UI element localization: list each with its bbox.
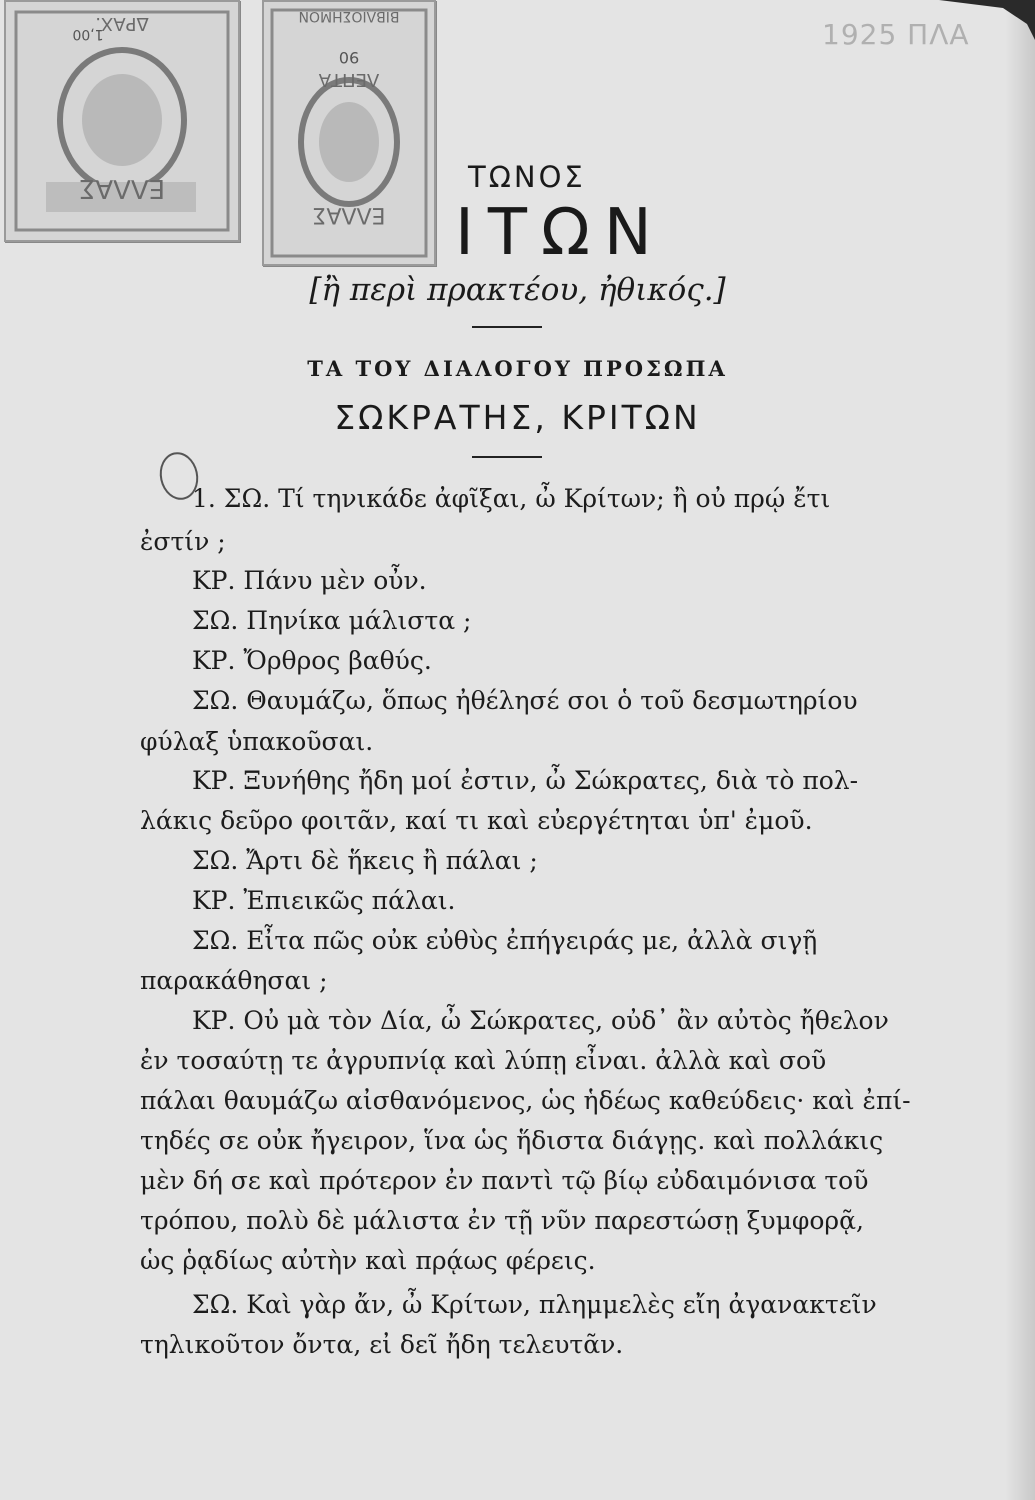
persons-list: ΣΩΚΡΑΤΗΣ, ΚΡΙΤΩΝ <box>334 398 701 437</box>
stamp-1-country: ΕΛΛΑΣ <box>78 173 166 203</box>
text-line: 1. ΣΩ. Τί τηνικάδε ἀφῖξαι, ὦ Κρίτων; ἢ οὐ πρῴ ἔτι <box>192 484 831 513</box>
text-line: παρακάθησαι ; <box>140 966 328 995</box>
page-edge-shadow <box>1005 0 1035 1500</box>
text-line: ΣΩ. Καὶ γὰρ ἄν, ὦ Κρίτων, πλημμελὲς εἴη ἀγανακτεῖν <box>192 1290 877 1319</box>
text-line: ΣΩ. Εἶτα πῶς οὐκ εὐθὺς ἐπήγειράς με, ἀλλὰ σιγῇ <box>192 926 818 955</box>
stamp-2-value: 90 <box>338 48 360 67</box>
pencil-catalog-note: 1925 ΠΛΑ <box>822 18 970 51</box>
revenue-stamp-1 <box>4 0 240 242</box>
text-line: ἐστίν ; <box>140 527 226 556</box>
work-title: ΙΤΩΝ <box>455 196 666 270</box>
text-line: ἐν τοσαύτῃ τε ἀγρυπνίᾳ καὶ λύπῃ εἶναι. ἀλλὰ καὶ σοῦ <box>140 1046 827 1075</box>
text-line: πάλαι θαυμάζω αἰσθανόμενος, ὡς ἡδέως καθεύδεις· καὶ ἐπί- <box>140 1086 911 1115</box>
text-line: ΣΩ. Θαυμάζω, ὅπως ἠθέλησέ σοι ὁ τοῦ δεσμωτηρίου <box>192 686 858 715</box>
text-line: τηλικοῦτον ὄντα, εἰ δεῖ ἤδη τελευτᾶν. <box>140 1330 624 1359</box>
work-subtitle: [ἢ περὶ πρακτέου, ἠθικός.] <box>309 272 726 308</box>
author-name: ΤΩΝΟΣ <box>468 160 586 194</box>
text-line: ΣΩ. Ἄρτι δὲ ἥκεις ἢ πάλαι ; <box>192 846 538 875</box>
divider-rule-2 <box>472 456 542 458</box>
text-line: ΚΡ. Ὄρθρος βαθύς. <box>192 646 432 675</box>
text-line: ΚΡ. Οὐ μὰ τὸν Δία, ὦ Σώκρατες, οὐδ᾽ ἂν αὐτὸς ἤθελον <box>192 1006 889 1035</box>
stamp-2-country: ΕΛΛΑΣ <box>312 202 386 227</box>
text-line: φύλαξ ὑπακοῦσαι. <box>140 727 374 756</box>
text-line: ΚΡ. Ξυνήθης ἤδη μοί ἐστιν, ὦ Σώκρατες, διὰ τὸ πολ- <box>192 766 859 795</box>
text-line: ὡς ῥᾳδίως αὐτὴν καὶ πρᾴως φέρεις. <box>140 1246 596 1275</box>
stamp-2-currency: ΛΕΠΤΑ <box>318 69 380 90</box>
stamp-2-top-text: ΒΙΒΛΙΟΣΗΜΟΝ <box>298 8 400 24</box>
text-line: τηδές σε οὐκ ἤγειρον, ἵνα ὡς ἥδιστα διάγῃς. καὶ πολλάκις <box>140 1126 884 1155</box>
revenue-stamp-2 <box>262 0 436 266</box>
stamp-1-image <box>6 2 238 240</box>
stamp-2-image <box>264 2 434 264</box>
persons-heading: ΤΑ ΤΟΥ ΔΙΑΛΟΓΟΥ ΠΡΟΣΩΠΑ <box>307 356 728 381</box>
stamp-1-value: 1,00 <box>72 26 104 42</box>
divider-rule-1 <box>472 326 542 328</box>
text-line: τρόπου, πολὺ δὲ μάλιστα ἐν τῇ νῦν παρεστώσῃ ξυμφορᾷ, <box>140 1206 864 1235</box>
text-line: ΚΡ. Ἐπιεικῶς πάλαι. <box>192 886 456 915</box>
text-line: λάκις δεῦρο φοιτᾶν, καί τι καὶ εὐεργέτηται ὑπ' ἐμοῦ. <box>140 806 813 835</box>
text-line: μὲν δή σε καὶ πρότερον ἐν παντὶ τῷ βίῳ εὐδαιμόνισα τοῦ <box>140 1166 869 1195</box>
text-line: ΚΡ. Πάνυ μὲν οὖν. <box>192 566 427 595</box>
text-line: ΣΩ. Πηνίκα μάλιστα ; <box>192 606 472 635</box>
stamp-1-currency: ΔΡΑΧ. <box>95 13 149 34</box>
